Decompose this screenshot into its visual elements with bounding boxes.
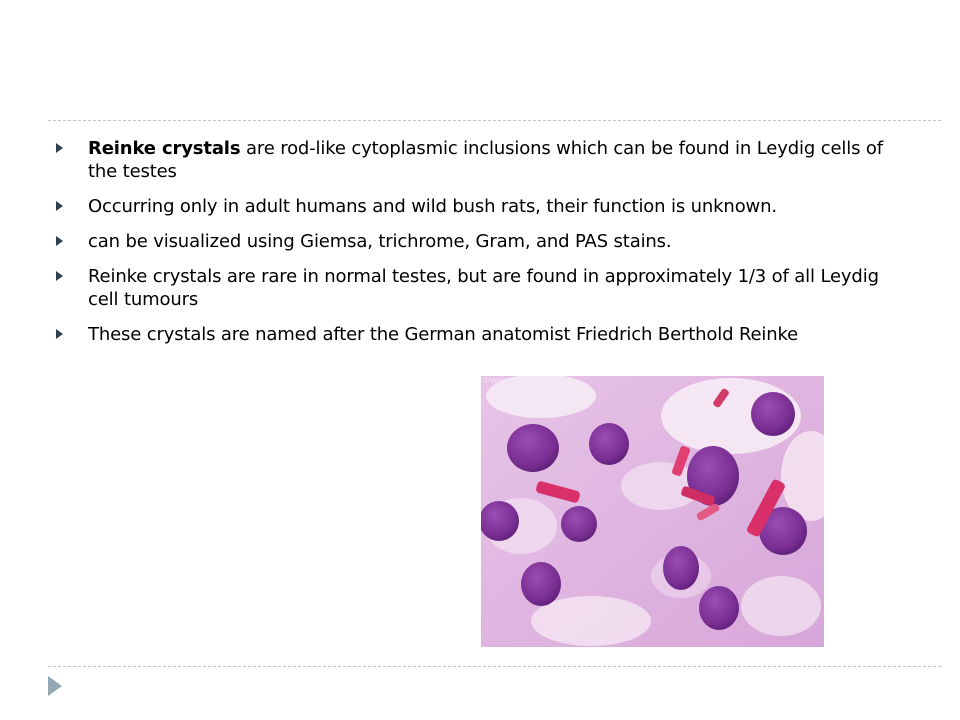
bullet-arrow-icon <box>56 201 63 211</box>
bottom-divider <box>48 666 941 667</box>
bullet-bold-term: Reinke crystals <box>88 138 241 159</box>
bullet-arrow-icon <box>56 143 63 153</box>
bullet-item <box>56 195 896 218</box>
bullet-item <box>56 323 896 346</box>
top-divider <box>48 120 941 121</box>
slide-corner-arrow-icon <box>48 676 62 696</box>
bullet-list <box>56 137 896 358</box>
bullet-arrow-icon <box>56 329 63 339</box>
bullet-item <box>56 265 896 311</box>
bullet-text: are rod-like cytoplasmic inclusions which can be found in Leydig cells of the testes <box>88 138 883 182</box>
bullet-text: Occurring only in adult humans and wild bush rats, their function is unknown. <box>88 196 777 217</box>
bullet-text: Reinke crystals are rare in normal testes, but are found in approximately 1/3 of all Leydig cell tumours <box>88 266 879 310</box>
histology-image <box>481 376 824 647</box>
bullet-arrow-icon <box>56 271 63 281</box>
bullet-text: can be visualized using Giemsa, trichrome, Gram, and PAS stains. <box>88 231 672 252</box>
bullet-arrow-icon <box>56 236 63 246</box>
bullet-item <box>56 230 896 253</box>
image-credit: ©WebPathology.com <box>483 377 556 385</box>
bullet-item <box>56 137 896 183</box>
bullet-text: These crystals are named after the German anatomist Friedrich Berthold Reinke <box>88 324 799 345</box>
